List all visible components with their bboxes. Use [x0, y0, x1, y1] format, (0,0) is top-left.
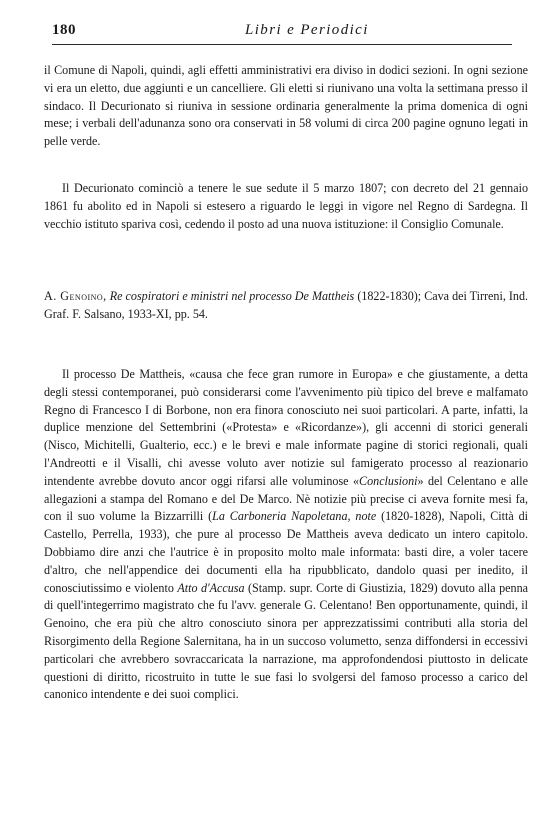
review-italic-conclusioni: Conclusioni: [359, 473, 418, 488]
review-text-part-2: » del Celentano e alle allegazioni a stampa del Romano e del De Marco. Nè notizie più precise ci aveva fornite mesi fa, con il suo volume la Bizzarrilli (: [44, 473, 528, 524]
review-text-part-4: (Stamp. supr. Corte di Giustizia, 1829) dovuto alla penna di quell'integerrimo magistrato che fu l'avv. generale G. Celentano! Ben opportunamente, quindi, il Genoino, che era più che altro conosciuto sinora per apprezzatissimi contributi alla storia del Risorgimento della Regione Salernitana, ha in un succoso volumetto, senza diffondersi in eccessivi particolari che avrebbero sovraccaricata la narrazione, ma approfondendosi piuttosto in delicate questioni di diritto, ricostruito in tutte le sue fasi lo svolgersi del famoso processo a carico del canonico intendente e dei suoi complici.: [44, 580, 529, 702]
page-header: [52, 20, 512, 48]
citation-publisher: Cava dei Tirreni, Ind. Graf. F. Salsano, 1933-XI, pp. 54.: [44, 289, 529, 321]
review-text-part-1: Il processo De Mattheis, «causa che fece gran rumore in Europa» e che giustamente, a detta degli stessi contemporanei, può considerarsi come l'avvenimento più tipico del breve e malfamato Regno di Francesco I di Borbone, non era finora conosciuto nei suoi particolari. A parte, infatti, la duplice menzione del Settembrini («Protesta» e «Ricordanze»), gli accenni di storici generali (Nisco, Michitelli, Gualterio, ecc.) e le brevi e male informate pagine di storici regionali, quali l'Andreotti e il Visalli, chi avesse voluto aver notizie sul famigerato processo al reazionario intendente avrebbe dovuto ancor oggi rifarsi alle voluminose «: [44, 367, 528, 488]
paragraph-processo-de-mattheis: [44, 366, 528, 704]
paragraph-comune-napoli: il Comune di Napoli, quindi, agli effetti amministrativi era diviso in dodici sezioni. In ogni sezione vi era un eletto, due aggiunti e un cancelliere. Gli eletti si riunivano una volta la settimana presso il sindaco. Il Decurionato si riuniva in sessione ordinaria generalmente la prima domenica di ogni mese; i verbali dell'adunanza sono ora conservati in 58 volumi di circa 200 pagine ognuno legati in pelle verde.: [44, 63, 528, 149]
review-italic-carboneria: La Carboneria Napoletana, note: [212, 509, 377, 524]
review-italic-atto-accusa: Atto d'Accusa: [177, 580, 245, 595]
header-rule: [52, 44, 512, 45]
review-text-part-3: (1820-1828), Napoli, Città di Castello, Perrella, 1933), che pure al processo De Mattheis aveva dedicato un intero capitolo. Dobbiamo dire anzi che l'autrice è in proposito molto male informata: basti dire, a voler tacere d'altro, che nell'appendice dei documenti ella ha ripubblicato, dandolo quasi per inedito, il conosciutissimo e violento: [44, 509, 528, 595]
citation-years: (1822-1830);: [357, 289, 422, 303]
review-citation: [44, 288, 528, 324]
running-title: Libri e Periodici: [245, 22, 369, 38]
citation-title: Re cospiratori e ministri nel processo De Mattheis: [109, 289, 355, 303]
citation-author: A. Genoino,: [44, 289, 107, 303]
page-number: 180: [52, 22, 76, 38]
paragraph-decurionato: Il Decurionato cominciò a tenere le sue sedute il 5 marzo 1807; con decreto del 21 gennaio 1861 fu abolito ed in Napoli si estesero a riguardo le leggi in vigore nel Regno di Sardegna. Il vecchio istituto spariva così, cedendo il posto ad una nuova istituzione: il Consiglio Comunale.: [44, 181, 528, 231]
